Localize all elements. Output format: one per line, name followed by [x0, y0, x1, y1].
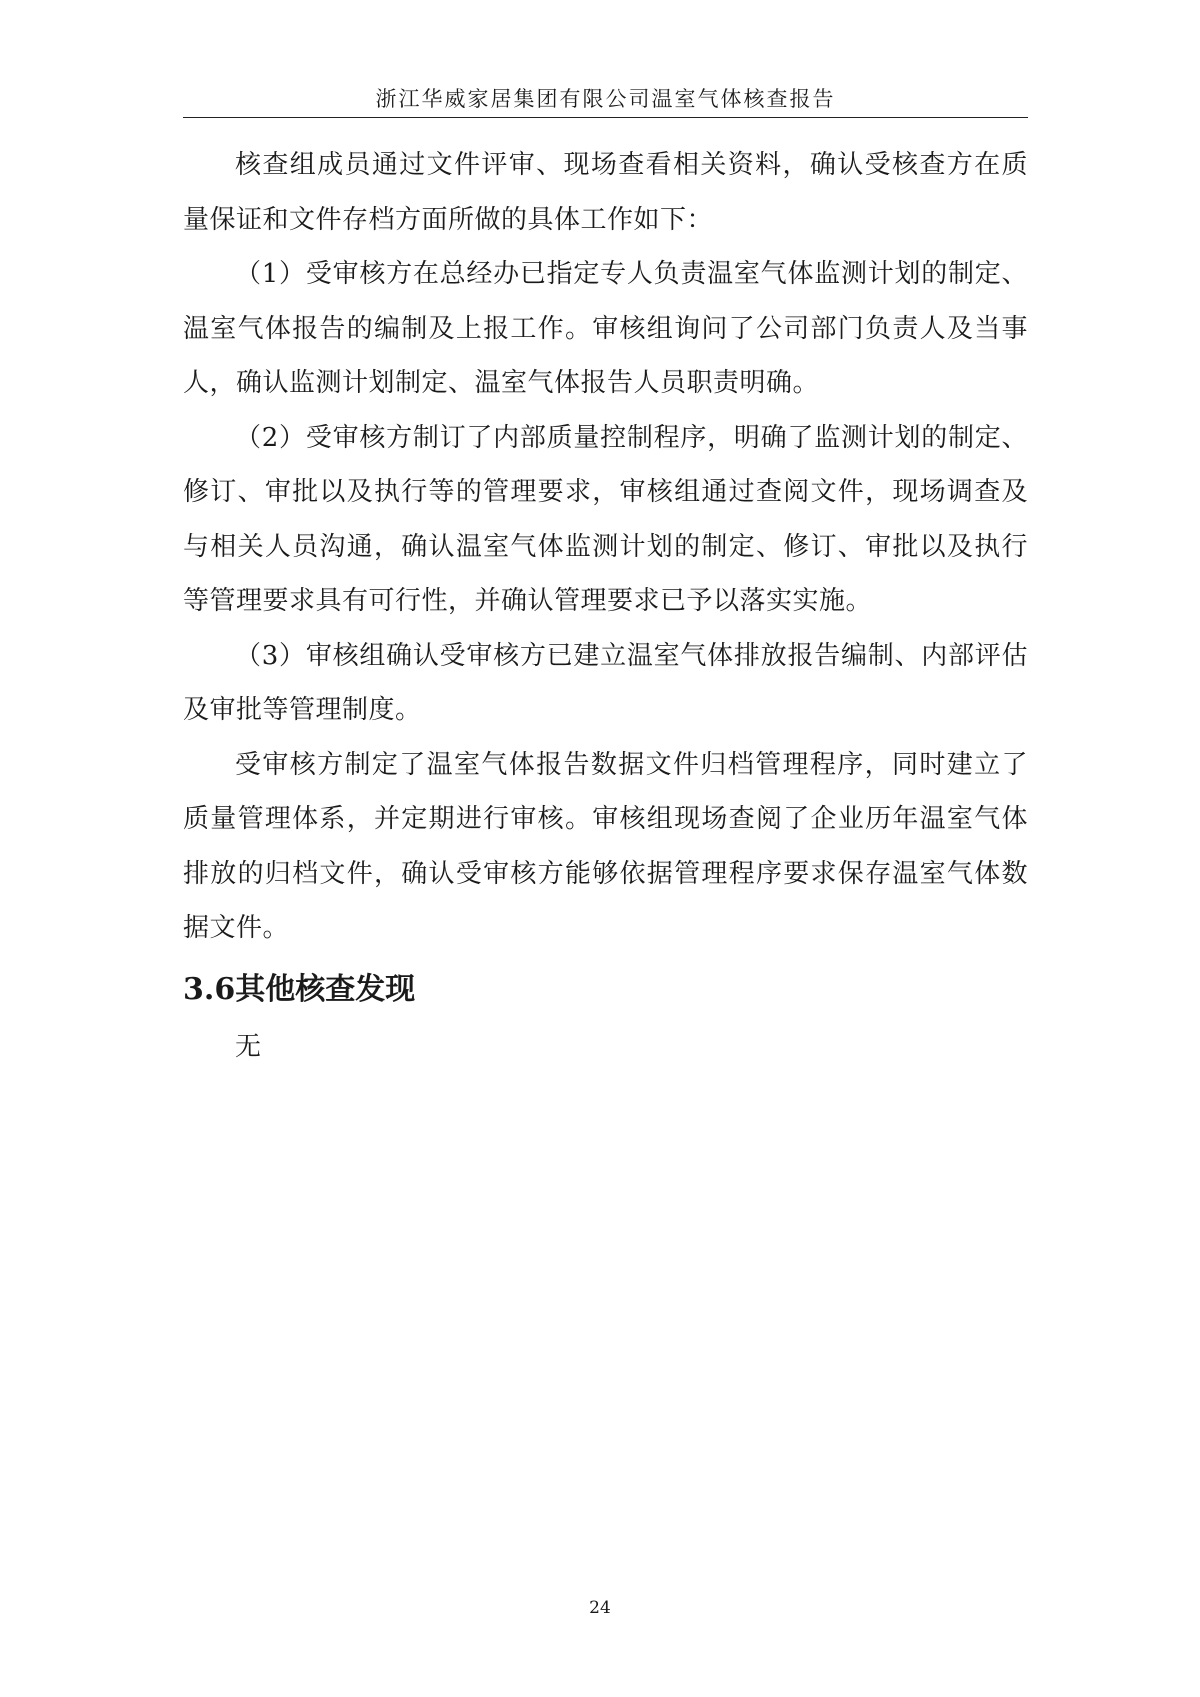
- page-number: 24: [589, 1598, 611, 1618]
- section-content: 无: [235, 1031, 262, 1062]
- report-header-title: 浙江华威家居集团有限公司温室气体核查报告: [375, 87, 836, 111]
- paragraph-archiving: 受审核方制定了温室气体报告数据文件归档管理程序，同时建立了质量管理体系，并定期进行审核。审核组现场查阅了企业历年温室气体排放的归档文件，确认受审核方能够依据管理程序要求保存温室气体数据文件。: [183, 749, 1028, 943]
- header-divider: [183, 117, 1028, 118]
- paragraph-item-3: （3）审核组确认受审核方已建立温室气体排放报告编制、内部评估及审批等管理制度。: [183, 640, 1028, 725]
- paragraph-item-2: （2）受审核方制订了内部质量控制程序，明确了监测计划的制定、修订、审批以及执行等的管理要求，审核组通过查阅文件，现场调查及与相关人员沟通，确认温室气体监测计划的制定、修订、审批以及执行等管理要求具有可行性，并确认管理要求已予以落实实施。: [183, 422, 1028, 616]
- paragraph-intro: 核查组成员通过文件评审、现场查看相关资料，确认受核查方在质量保证和文件存档方面所做的具体工作如下：: [183, 150, 1028, 235]
- main-content: [183, 138, 1028, 1074]
- section-heading: 3.6其他核查发现: [183, 971, 416, 1007]
- paragraph-item-1: （1）受审核方在总经办已指定专人负责温室气体监测计划的制定、温室气体报告的编制及上报工作。审核组询问了公司部门负责人及当事人，确认监测计划制定、温室气体报告人员职责明确。: [183, 259, 1028, 398]
